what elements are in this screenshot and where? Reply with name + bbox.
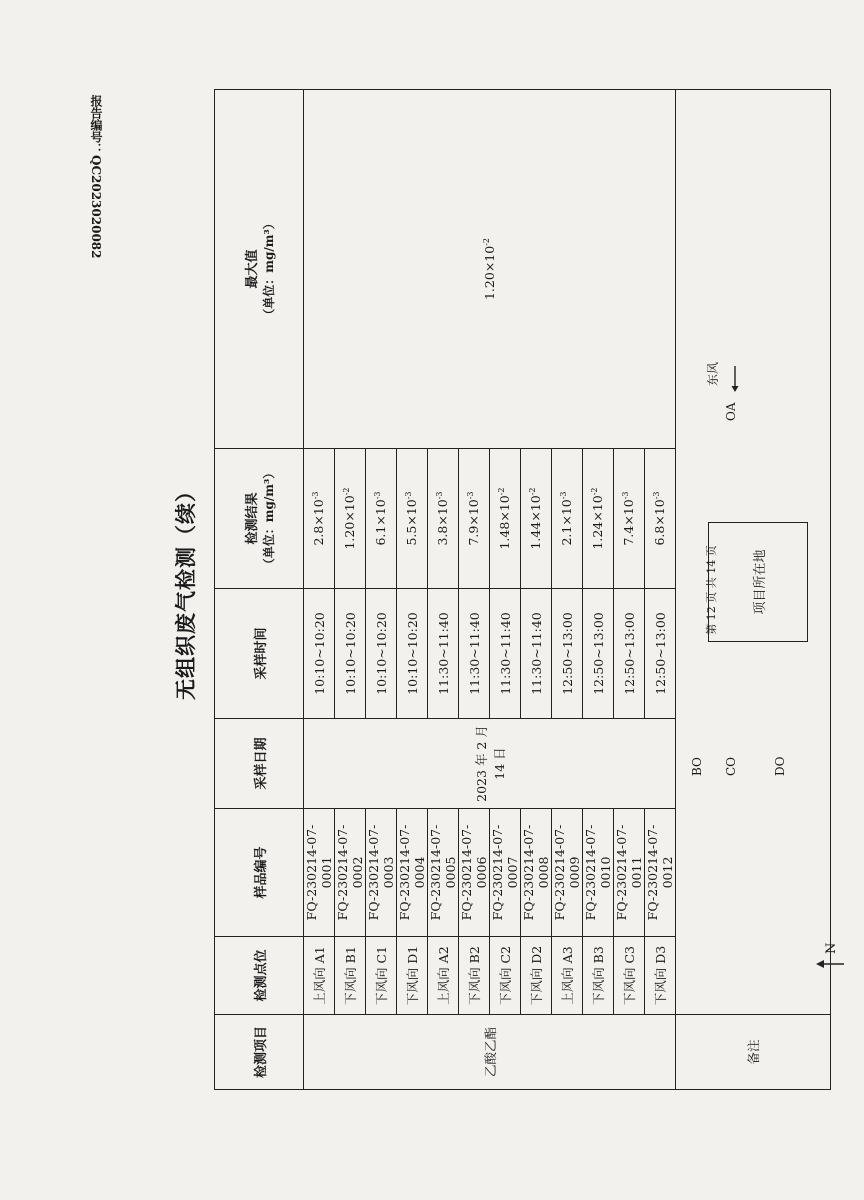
point-cell: 下风向 D1	[397, 937, 428, 1015]
emission-table	[214, 89, 839, 1090]
result-base: 1.48×10	[497, 495, 513, 550]
point-cell: 下风向 C2	[490, 937, 521, 1015]
result-exponent: -3	[311, 491, 321, 500]
point-cell: 下风向 D2	[521, 937, 552, 1015]
remarks-row	[676, 90, 831, 1090]
header-point: 检测点位	[215, 937, 304, 1015]
result-exponent: -2	[528, 487, 538, 496]
time-cell: 11:30~11:40	[490, 589, 521, 719]
time-cell: 12:50~13:00	[583, 589, 614, 719]
result-exponent: -3	[373, 491, 383, 500]
remarks-cell	[676, 90, 839, 1015]
result-cell	[366, 449, 397, 589]
header-item: 检测项目	[215, 1015, 304, 1090]
point-cell: 上风向 A2	[428, 937, 459, 1015]
sample-id-cell: FQ-230214-07-0012	[645, 809, 676, 937]
point-cell: 下风向 C1	[366, 937, 397, 1015]
result-base: 6.8×10	[652, 499, 668, 546]
result-cell	[583, 449, 614, 589]
time-cell: 10:10~10:20	[304, 589, 335, 719]
result-cell	[459, 449, 490, 589]
max-value-base: 1.20×10	[482, 245, 498, 301]
point-cell: 下风向 B3	[583, 937, 614, 1015]
point-oa-label: OA	[724, 402, 738, 421]
sample-id-cell: FQ-230214-07-0008	[521, 809, 552, 937]
remarks-label: 备注	[676, 1015, 831, 1090]
result-base: 6.1×10	[373, 499, 389, 546]
time-cell: 12:50~13:00	[552, 589, 583, 719]
result-base: 1.20×10	[342, 495, 358, 550]
header-max	[215, 90, 304, 449]
project-site-box: 项目所在地	[708, 522, 808, 642]
header-result-line2: （单位：mg/m³）	[262, 466, 276, 571]
rotated-page-content	[170, 90, 839, 1090]
header-time: 采样时间	[215, 589, 304, 719]
result-exponent: -2	[342, 487, 352, 496]
time-cell: 10:10~10:20	[335, 589, 366, 719]
time-cell: 11:30~11:40	[459, 589, 490, 719]
result-base: 7.4×10	[621, 499, 637, 546]
result-base: 2.1×10	[559, 499, 575, 546]
result-cell	[428, 449, 459, 589]
sample-id-cell: FQ-230214-07-0003	[366, 809, 397, 937]
wind-label: 东风	[706, 361, 720, 386]
header-max-line2: （单位：mg/m³）	[262, 217, 276, 321]
point-cell: 下风向 C3	[614, 937, 645, 1015]
sample-id-cell: FQ-230214-07-0001	[304, 809, 335, 937]
date-cell: 2023 年 2 月 14 日	[304, 719, 676, 809]
result-exponent: -3	[435, 491, 445, 500]
header-sample-id: 样品编号	[215, 809, 304, 937]
max-value-exponent: -2	[481, 238, 491, 246]
location-sketch	[676, 90, 839, 1014]
time-cell: 11:30~11:40	[521, 589, 552, 719]
result-exponent: -2	[497, 487, 507, 496]
time-cell: 12:50~13:00	[614, 589, 645, 719]
point-co-label: CO	[724, 756, 738, 776]
result-base: 1.24×10	[590, 495, 606, 550]
header-date: 采样日期	[215, 719, 304, 809]
result-exponent: -3	[404, 491, 414, 500]
point-do-label: DO	[773, 756, 787, 776]
report-number: 报告编号：QC2023020082	[89, 95, 103, 259]
result-base: 5.5×10	[404, 499, 420, 546]
point-cell: 下风向 B1	[335, 937, 366, 1015]
sample-id-cell: FQ-230214-07-0010	[583, 809, 614, 937]
time-cell: 10:10~10:20	[397, 589, 428, 719]
result-cell	[645, 449, 676, 589]
result-exponent: -3	[559, 491, 569, 500]
result-cell	[397, 449, 428, 589]
result-exponent: -3	[621, 491, 631, 500]
result-cell	[490, 449, 521, 589]
header-max-line1: 最大值	[245, 249, 260, 289]
result-cell	[552, 449, 583, 589]
result-base: 1.44×10	[528, 495, 544, 550]
time-cell: 10:10~10:20	[366, 589, 397, 719]
time-cell: 12:50~13:00	[645, 589, 676, 719]
wind-direction-arrow-icon	[730, 366, 740, 392]
header-result	[215, 449, 304, 589]
item-name-cell: 乙酸乙酯	[304, 1015, 676, 1090]
point-cell: 上风向 A3	[552, 937, 583, 1015]
sample-id-cell: FQ-230214-07-0011	[614, 809, 645, 937]
point-bo-label: BO	[690, 757, 704, 776]
sample-id-cell: FQ-230214-07-0007	[490, 809, 521, 937]
sample-id-cell: FQ-230214-07-0005	[428, 809, 459, 937]
point-cell: 下风向 D3	[645, 937, 676, 1015]
page-footer: 第 12 页 共 14 页	[705, 545, 718, 635]
result-cell	[304, 449, 335, 589]
time-cell: 11:30~11:40	[428, 589, 459, 719]
sample-id-cell: FQ-230214-07-0004	[397, 809, 428, 937]
result-cell	[614, 449, 645, 589]
north-label: N	[824, 942, 839, 954]
header-result-line1: 检测结果	[245, 492, 260, 545]
max-value-cell	[304, 90, 676, 449]
result-base: 2.8×10	[311, 499, 327, 546]
point-cell: 上风向 A1	[304, 937, 335, 1015]
sample-id-cell: FQ-230214-07-0002	[335, 809, 366, 937]
sample-id-cell: FQ-230214-07-0009	[552, 809, 583, 937]
point-cell: 下风向 B2	[459, 937, 490, 1015]
sample-id-cell: FQ-230214-07-0006	[459, 809, 490, 937]
result-exponent: -3	[652, 491, 662, 500]
header-row	[215, 90, 304, 1090]
page-title: 无组织废气检测（续）	[173, 480, 198, 700]
result-cell	[335, 449, 366, 589]
result-cell	[521, 449, 552, 589]
result-exponent: -2	[590, 487, 600, 496]
result-exponent: -3	[466, 491, 476, 500]
table-row	[304, 90, 335, 1090]
result-base: 3.8×10	[435, 499, 451, 546]
result-base: 7.9×10	[466, 499, 482, 546]
